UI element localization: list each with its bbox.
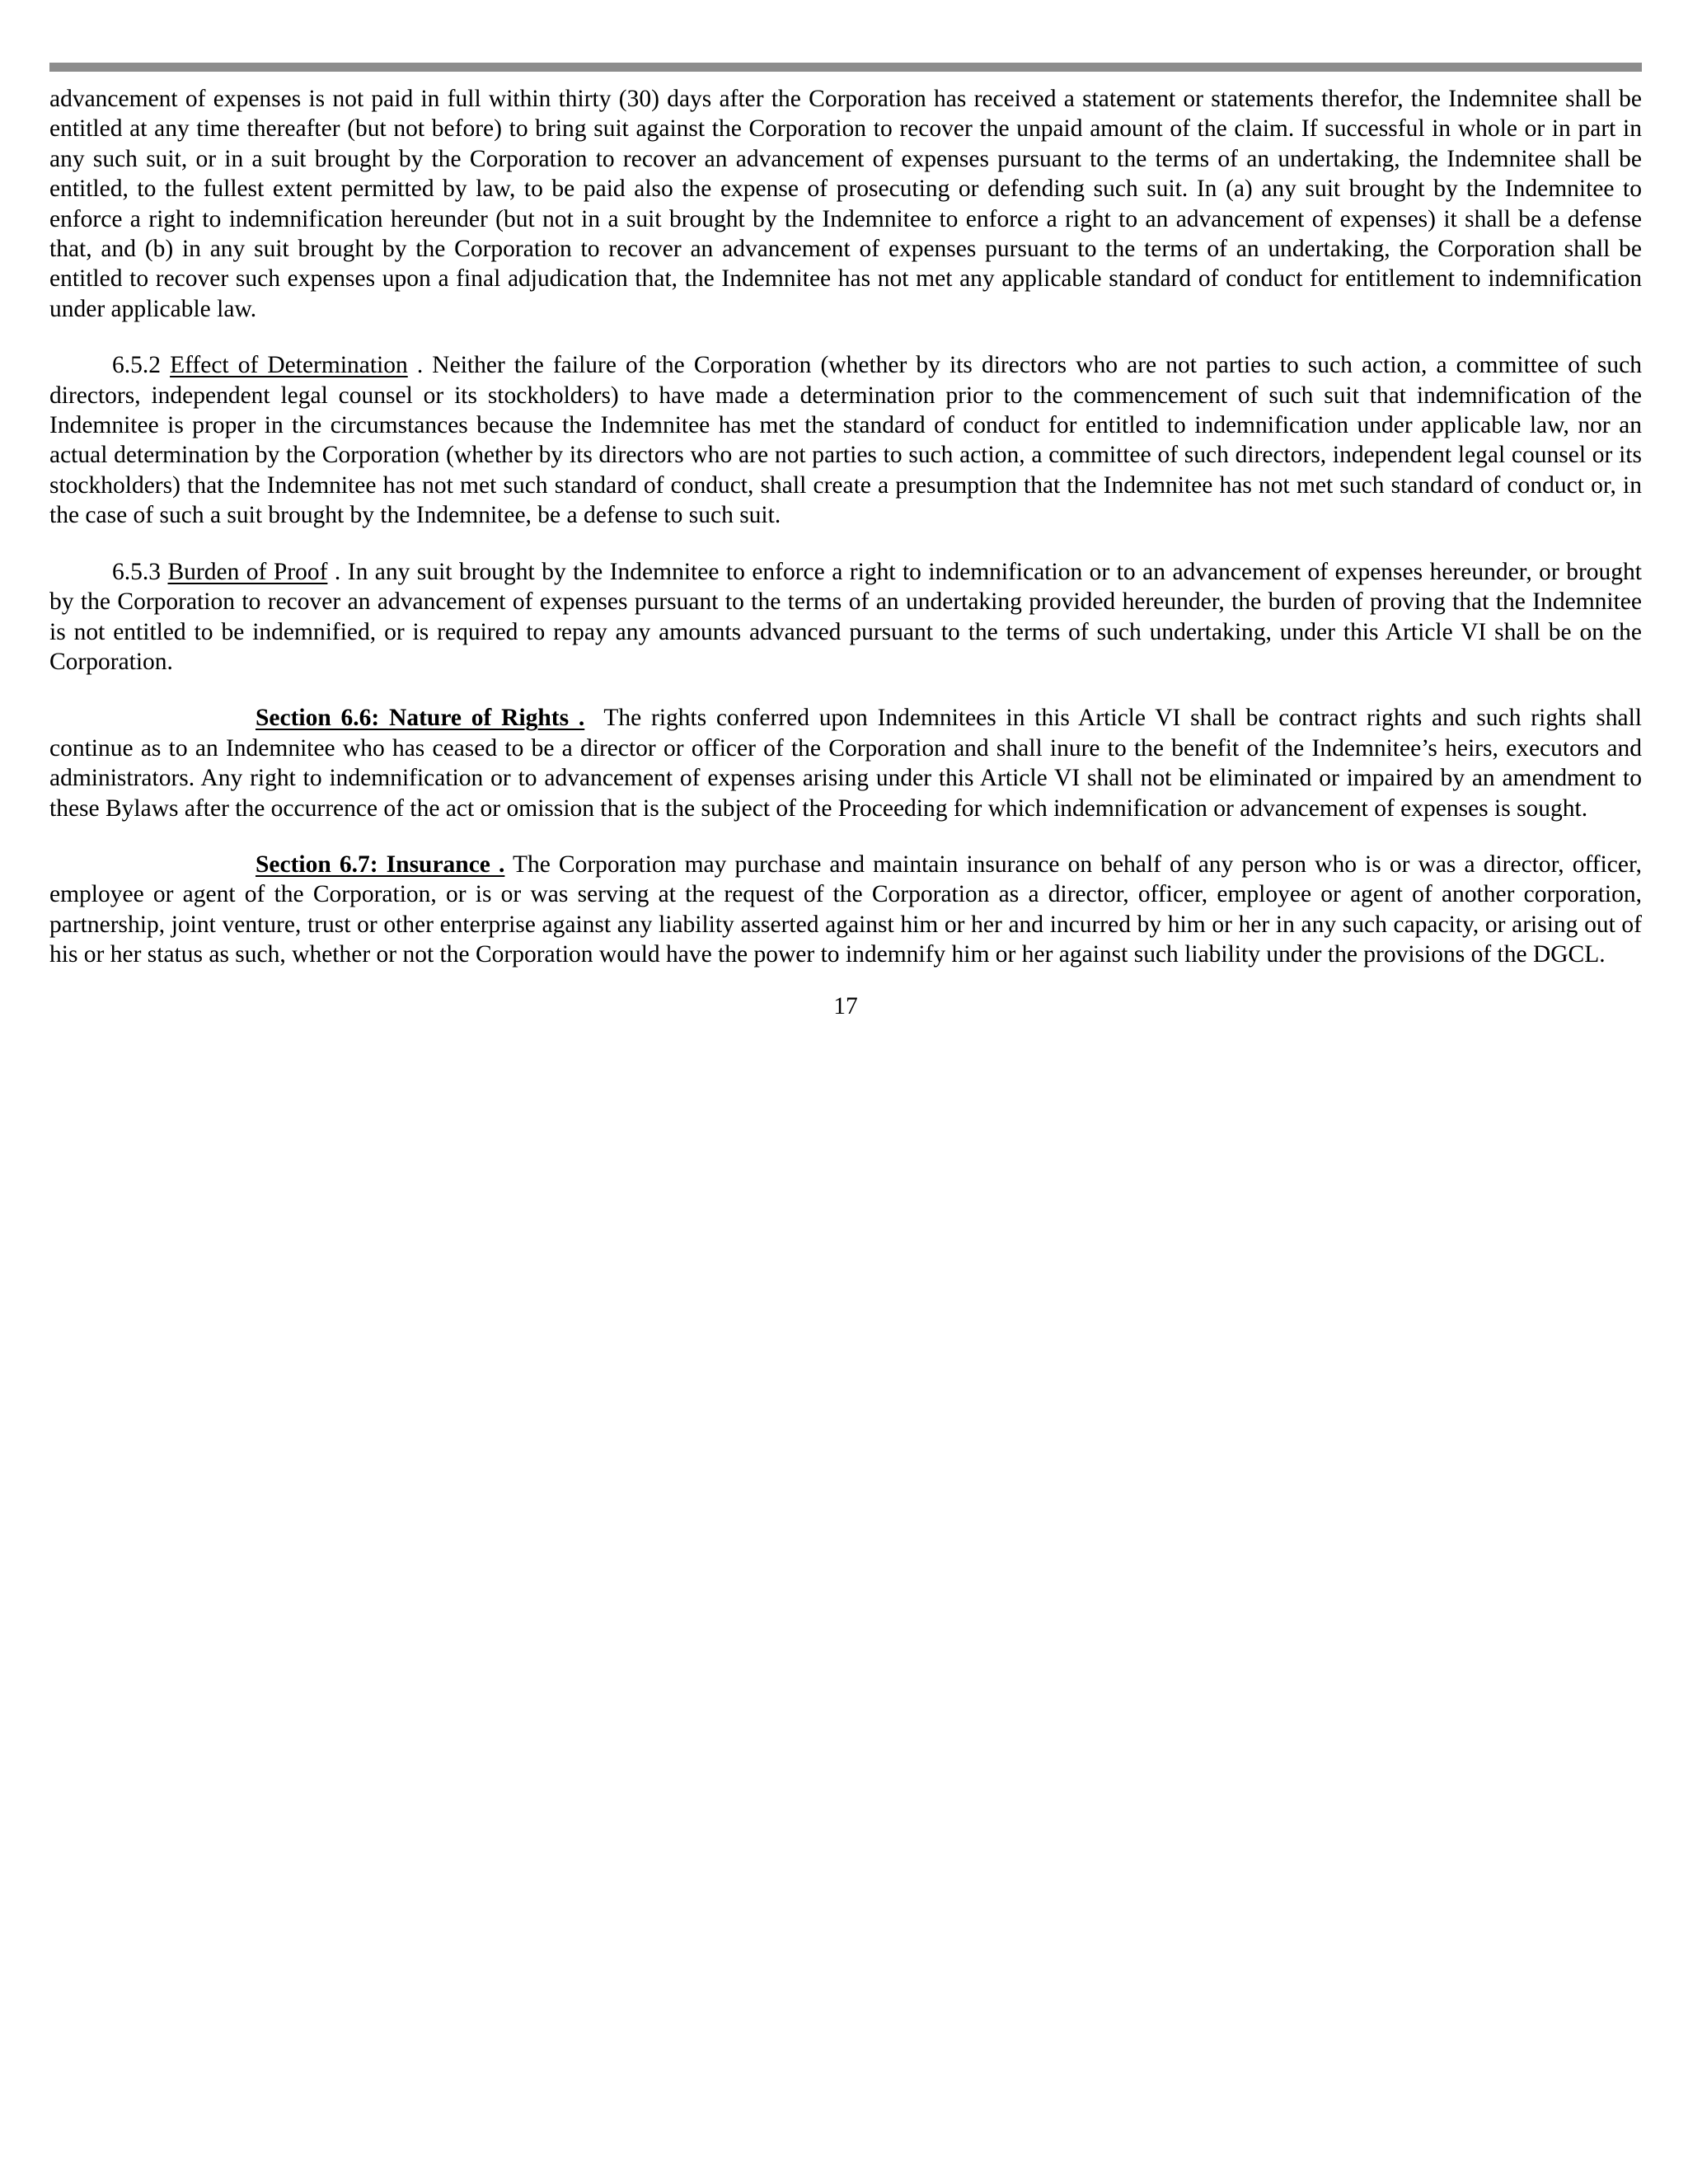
section-body: The Corporation may purchase and maintain insurance on behalf of any person who is or was a director, officer, employee or agent of the Corporation, or is or was serving at the request of the Corporation as a director, officer, employee or agent of another corporation, partnership, joint venture, trust or other enterprise against any liability asserted against him or her and incurred by him or her in any such capacity, or arising out of his or her status as such, whether or not the Corporation would have the power to indemnify him or her against such liability under the provisions of the DGCL. bbox=[49, 851, 1642, 968]
subsection-heading-effect-of-determination: Effect of Determination bbox=[170, 352, 408, 379]
section-heading-insurance: Section 6.7: Insurance . bbox=[256, 851, 505, 878]
subsection-6-5-2 bbox=[49, 350, 1642, 530]
subsection-6-5-3 bbox=[49, 557, 1642, 677]
page-top-rule bbox=[49, 63, 1642, 72]
page-number: 17 bbox=[833, 992, 858, 1019]
subsection-body: . In any suit brought by the Indemnitee to enforce a right to indemnification or to an advancement of expenses hereunder, or brought by the Corporation to recover an advancement of expenses pursuant to the terms of an undertaking provided hereunder, the burden of proving that the Indemnitee is not entitled to be indemnified, or is required to repay any amounts advanced pursuant to the terms of such undertaking, under this Article VI shall be on the Corporation. bbox=[49, 558, 1642, 675]
subsection-heading-burden-of-proof: Burden of Proof bbox=[167, 558, 328, 585]
section-6-7 bbox=[49, 850, 1642, 970]
subsection-body: . Neither the failure of the Corporation (whether by its directors who are not parties to such action, a committee of such directors, independent legal counsel or its stockholders) to have made a determination prior to the commencement of such suit that indemnification of the Indemnitee is proper in the circumstances because the Indemnitee has met the standard of conduct for entitled to indemnification under applicable law, nor an actual determination by the Corporation (whether by its directors who are not parties to such action, a committee of such directors, independent legal counsel or its stockholders) that the Indemnitee has not met such standard of conduct, shall create a presumption that the Indemnitee has not met such standard of conduct or, in the case of such a suit brought by the Indemnitee, be a defense to such suit. bbox=[49, 352, 1642, 529]
paragraph-continuation: advancement of expenses is not paid in full within thirty (30) days after the Corporation has received a statement or statements therefor, the Indemnitee shall be entitled at any time thereafter (but not before) to bring suit against the Corporation to recover the unpaid amount of the claim. If successful in whole or in part in any such suit, or in a suit brought by the Corporation to recover an advancement of expenses pursuant to the terms of an undertaking, the Indemnitee shall be entitled, to the fullest extent permitted by law, to be paid also the expense of prosecuting or defending such suit. In (a) any suit brought by the Indemnitee to enforce a right to indemnification hereunder (but not in a suit brought by the Indemnitee to enforce a right to an advancement of expenses) it shall be a defense that, and (b) in any suit brought by the Corporation to recover an advancement of expenses pursuant to the terms of an undertaking, the Corporation shall be entitled to recover such expenses upon a final adjudication that, the Indemnitee has not met any applicable standard of conduct for entitlement to indemnification under applicable law. bbox=[49, 86, 1642, 322]
section-6-6 bbox=[49, 703, 1642, 823]
subsection-number: 6.5.2 bbox=[112, 352, 161, 379]
document-body bbox=[49, 84, 1642, 1021]
section-body: The rights conferred upon Indemnitees in this Article VI shall be contract rights and such rights shall continue as to an Indemnitee who has ceased to be a director or officer of the Corporation and shall inure to the benefit of the Indemnitee’s heirs, executors and administrators. Any right to indemnification or to advancement of expenses arising under this Article VI shall not be eliminated or impaired by an amendment to these Bylaws after the occurrence of the act or omission that is the subject of the Proceeding for which indemnification or advancement of expenses is sought. bbox=[49, 705, 1642, 822]
subsection-number: 6.5.3 bbox=[112, 558, 161, 585]
section-heading-nature-of-rights: Section 6.6: Nature of Rights . bbox=[256, 705, 585, 732]
